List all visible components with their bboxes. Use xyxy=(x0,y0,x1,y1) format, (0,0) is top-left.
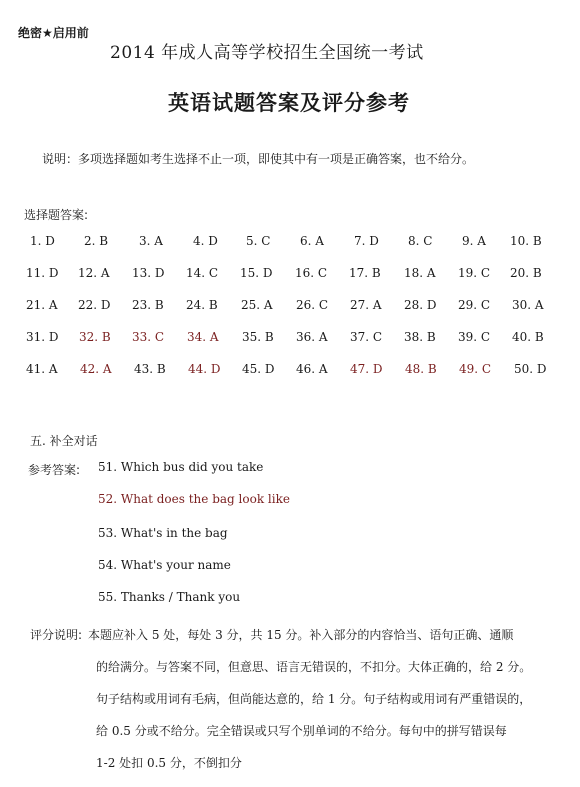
mc-row xyxy=(12,290,572,322)
scoring-label: 评分说明: xyxy=(30,628,83,642)
mc-answer: 38. B xyxy=(404,330,436,344)
mc-answer: 11. D xyxy=(26,266,59,280)
mc-row xyxy=(12,354,572,386)
scoring-line: 给 0.5 分或不给分。完全错误或只写个别单词的不给分。每句中的拼写错误每 xyxy=(96,724,507,738)
mc-answer: 30. A xyxy=(512,298,544,312)
mc-row xyxy=(12,226,572,258)
mc-answer: 26. C xyxy=(296,298,329,312)
mc-answer: 31. D xyxy=(26,330,59,344)
mc-answer: 21. A xyxy=(26,298,58,312)
mc-answer: 25. A xyxy=(241,298,273,312)
mc-row xyxy=(12,322,572,354)
scoring-line: 本题应补入 5 处，每处 3 分，共 15 分。补入部分的内容恰当、语句正确、通顺 xyxy=(88,628,514,642)
mc-answer: 29. C xyxy=(458,298,491,312)
mc-answer: 46. A xyxy=(296,362,328,376)
confidential-mark: 绝密★启用前 xyxy=(18,26,89,40)
mc-answer: 17. B xyxy=(349,266,381,280)
mc-answer: 8. C xyxy=(408,234,433,248)
doc-subtitle: 英语试题答案及评分参考 xyxy=(168,91,410,115)
mc-answer: 18. A xyxy=(404,266,436,280)
mc-answer: 33. C xyxy=(132,330,165,344)
mc-answer: 39. C xyxy=(458,330,491,344)
mc-answer: 2. B xyxy=(84,234,109,248)
scoring-line: 1-2 处扣 0.5 分，不倒扣分 xyxy=(96,756,242,770)
mc-answer: 50. D xyxy=(514,362,547,376)
dialogue-answer: 55. Thanks / Thank you xyxy=(98,590,241,604)
mc-answer: 32. B xyxy=(79,330,111,344)
mc-answer: 15. D xyxy=(240,266,273,280)
scoring-line: 句子结构或用词有毛病，但尚能达意的，给 1 分。句子结构或用词有严重错误的， xyxy=(96,692,532,706)
mc-answer: 5. C xyxy=(246,234,271,248)
exam-title: 2014 年成人高等学校招生全国统一考试 xyxy=(110,43,424,63)
mc-answer: 23. B xyxy=(132,298,164,312)
dialogue-answer: 54. What's your name xyxy=(98,558,231,572)
mc-answer: 45. D xyxy=(242,362,275,376)
mc-section-title: 选择题答案: xyxy=(24,208,89,222)
part5-title: 五. 补全对话 xyxy=(30,434,98,448)
mc-answer: 1. D xyxy=(30,234,55,248)
reference-answer-label: 参考答案: xyxy=(28,463,81,477)
instruction-note: 说明：多项选择题如考生选择不止一项，即使其中有一项是正确答案，也不给分。 xyxy=(42,152,475,166)
mc-answer: 20. B xyxy=(510,266,542,280)
mc-answer: 43. B xyxy=(134,362,166,376)
mc-answer: 3. A xyxy=(139,234,163,248)
mc-answer: 48. B xyxy=(405,362,437,376)
mc-answer: 6. A xyxy=(300,234,324,248)
mc-answer: 19. C xyxy=(458,266,491,280)
mc-answer: 4. D xyxy=(193,234,218,248)
mc-answer: 47. D xyxy=(350,362,383,376)
mc-answer: 49. C xyxy=(459,362,492,376)
mc-answer: 42. A xyxy=(80,362,112,376)
mc-answer: 44. D xyxy=(188,362,221,376)
mc-answer: 28. D xyxy=(404,298,437,312)
mc-answer: 37. C xyxy=(350,330,383,344)
mc-answer: 40. B xyxy=(512,330,544,344)
mc-row xyxy=(12,258,572,290)
mc-answer-grid xyxy=(12,226,572,386)
mc-answer: 41. A xyxy=(26,362,58,376)
mc-answer: 35. B xyxy=(242,330,274,344)
mc-answer: 14. C xyxy=(186,266,219,280)
dialogue-answer: 51. Which bus did you take xyxy=(98,460,264,474)
mc-answer: 34. A xyxy=(187,330,219,344)
mc-answer: 27. A xyxy=(350,298,382,312)
scoring-line: 的给满分。与答案不同，但意思、语言无错误的，不扣分。大体正确的，给 2 分。 xyxy=(96,660,532,674)
mc-answer: 9. A xyxy=(462,234,486,248)
mc-answer: 24. B xyxy=(186,298,218,312)
mc-answer: 22. D xyxy=(78,298,111,312)
mc-answer: 12. A xyxy=(78,266,110,280)
mc-answer: 36. A xyxy=(296,330,328,344)
mc-answer: 10. B xyxy=(510,234,542,248)
mc-answer: 13. D xyxy=(132,266,165,280)
dialogue-answer: 52. What does the bag look like xyxy=(98,492,290,506)
dialogue-answer: 53. What's in the bag xyxy=(98,526,228,540)
mc-answer: 7. D xyxy=(354,234,379,248)
mc-answer: 16. C xyxy=(295,266,328,280)
